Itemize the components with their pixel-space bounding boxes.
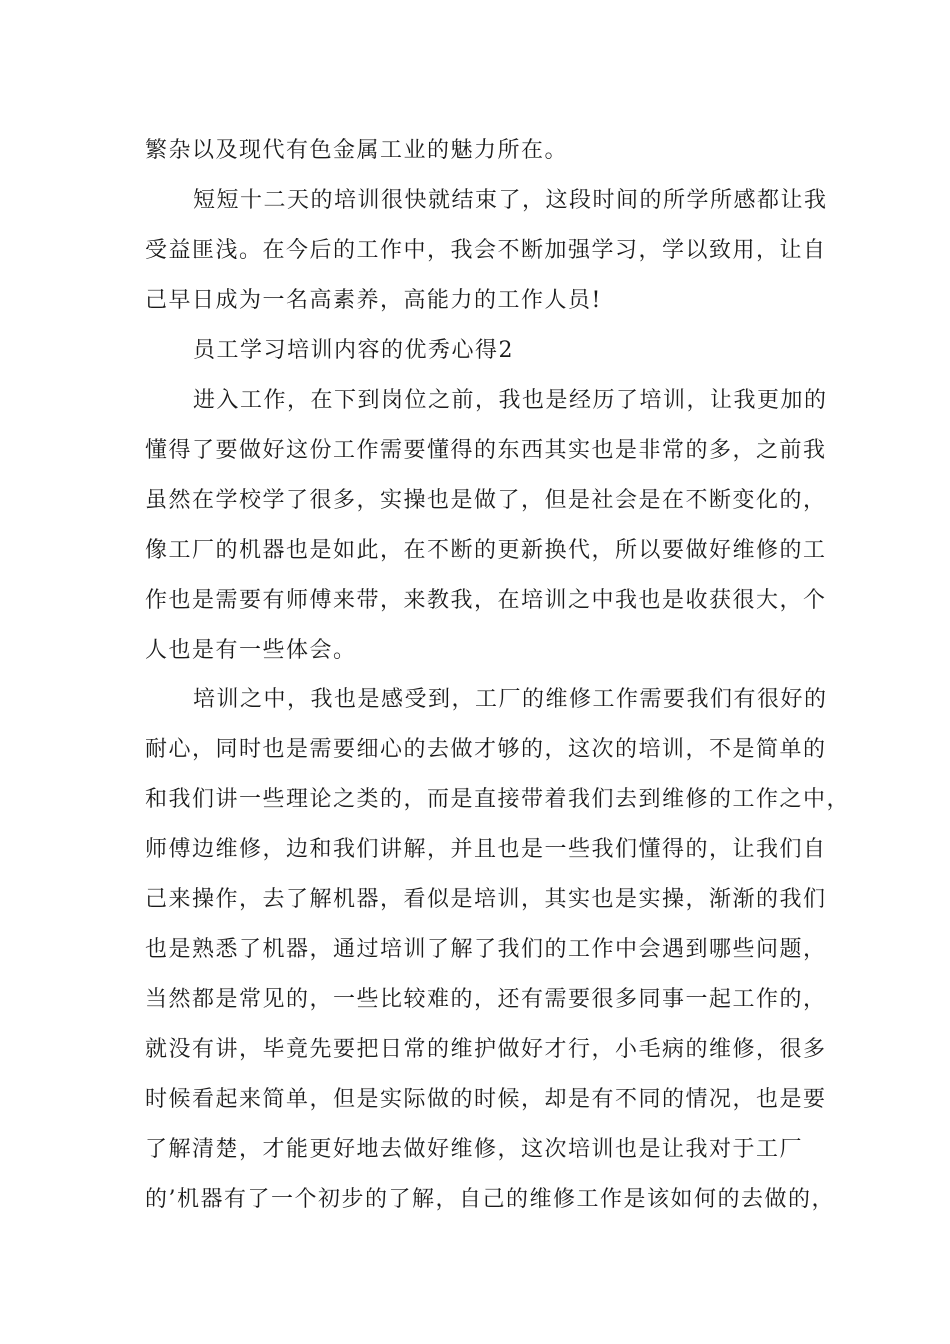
text-line: 当然都是常见的，一些比较难的，还有需要很多同事一起工作的， [145,987,827,1012]
paragraph-first-line: 短短十二天的培训很快就结束了，这段时间的所学所感都让我 [193,188,828,213]
text-line: 作也是需要有师傅来带，来教我，在培训之中我也是收获很大，个 [145,588,827,613]
text-line: 师傅边维修，边和我们讲解，并且也是一些我们懂得的，让我们自 [145,837,827,862]
text-line: 虽然在学校学了很多，实操也是做了，但是社会是在不断变化的， [145,488,827,513]
text-line: 己早日成为一名高素养，高能力的工作人员! [145,288,602,313]
text-line: 和我们讲一些理论之类的，而是直接带着我们去到维修的工作之中， [145,787,851,812]
text-line: 的’机器有了一个初步的了解，自己的维修工作是该如何的去做的， [145,1187,835,1212]
text-line: 己来操作，去了解机器，看似是培训，其实也是实操，渐渐的我们 [145,887,827,912]
text-line: 受益匪浅。在今后的工作中，我会不断加强学习，学以致用，让自 [145,238,827,263]
text-line: 像工厂的机器也是如此，在不断的更新换代，所以要做好维修的工 [145,538,827,563]
section-heading: 员工学习培训内容的优秀心得2 [193,338,514,363]
paragraph-first-line: 培训之中，我也是感受到，工厂的维修工作需要我们有很好的 [193,687,828,712]
text-line: 懂得了要做好这份工作需要懂得的东西其实也是非常的多，之前我 [145,438,827,463]
text-line: 人也是有一些体会。 [145,638,357,663]
text-line: 耐心，同时也是需要细心的去做才够的，这次的培训，不是简单的 [145,737,827,762]
paragraph-first-line: 进入工作，在下到岗位之前，我也是经历了培训，让我更加的 [193,388,828,413]
text-line: 也是熟悉了机器，通过培训了解了我们的工作中会遇到哪些问题， [145,937,827,962]
text-line: 就没有讲，毕竟先要把日常的维护做好才行，小毛病的维修，很多 [145,1037,827,1062]
text-line: 时候看起来简单，但是实际做的时候，却是有不同的情况，也是要 [145,1087,827,1112]
text-line: 繁杂以及现代有色金属工业的魅力所在。 [145,138,569,163]
text-line: 了解清楚，才能更好地去做好维修，这次培训也是让我对于工厂 [145,1137,804,1162]
